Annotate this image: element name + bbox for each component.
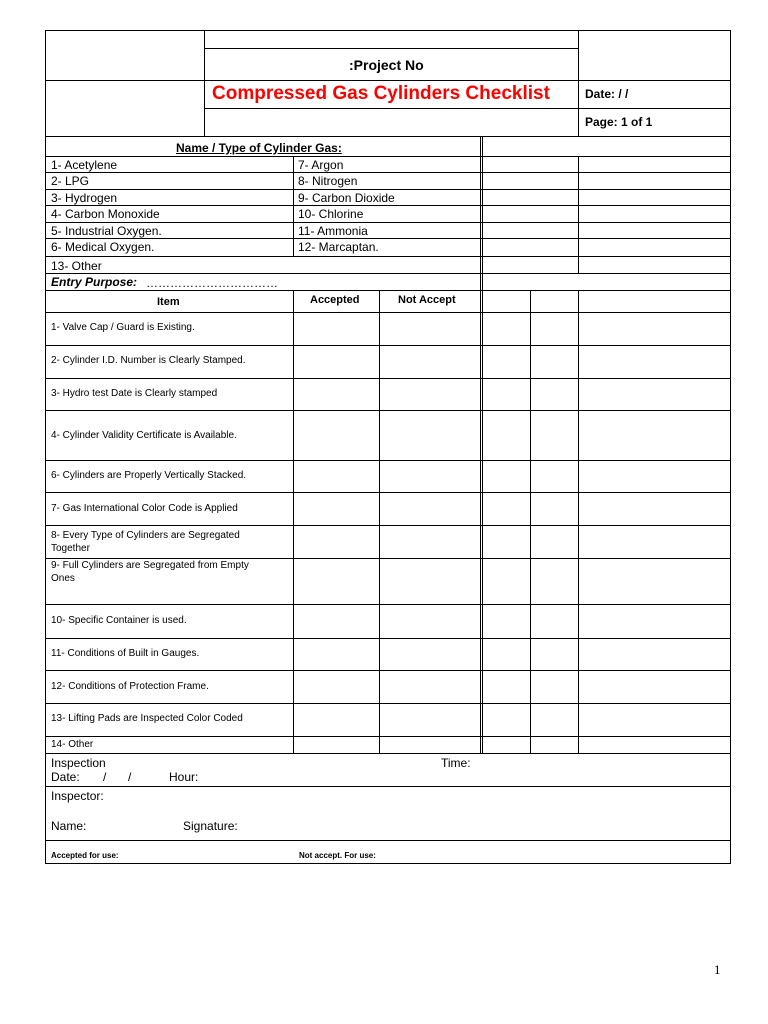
- inspection-date-slash: /: [128, 770, 132, 784]
- gas-option-lpg: 2- LPG: [51, 174, 90, 188]
- page-indicator: Page: 1 of 1: [585, 115, 653, 129]
- checklist-item: 1- Valve Cap / Guard is Existing.: [51, 322, 195, 333]
- gas-option-marcaptan: 12- Marcaptan.: [298, 240, 379, 254]
- inspector-signature-label: Signature:: [183, 819, 238, 833]
- gas-option-argon: 7- Argon: [298, 158, 344, 172]
- page-title: Compressed Gas Cylinders Checklist: [212, 83, 550, 104]
- inspection-time-label: Time:: [441, 756, 471, 770]
- gas-option-medical-oxygen: 6- Medical Oxygen.: [51, 240, 155, 254]
- not-accept-for-use-label: Not accept. For use:: [299, 851, 376, 860]
- gas-option-acetylene: 1- Acetylene: [51, 158, 118, 172]
- inspection-hour-label: Hour:: [169, 770, 199, 784]
- gas-option-carbon-dioxide: 9- Carbon Dioxide: [298, 191, 395, 205]
- checklist-item: 7- Gas International Color Code is Applied: [51, 503, 238, 514]
- checklist-item: 3- Hydro test Date is Clearly stamped: [51, 388, 218, 399]
- gas-option-industrial-oxygen: 5- Industrial Oxygen.: [51, 224, 162, 238]
- project-number-label: :Project No: [349, 57, 424, 73]
- checklist-item: 11- Conditions of Built in Gauges.: [51, 648, 200, 659]
- gas-option-carbon-monoxide: 4- Carbon Monoxide: [51, 207, 160, 221]
- gas-option-hydrogen: 3- Hydrogen: [51, 191, 118, 205]
- checklist-item: 6- Cylinders are Properly Vertically Stacked.: [51, 470, 247, 481]
- page-number: 1: [714, 962, 721, 977]
- gas-option-nitrogen: 8- Nitrogen: [298, 174, 358, 188]
- checklist-item-continued: Ones: [51, 573, 75, 584]
- checklist-item: 12- Conditions of Protection Frame.: [51, 681, 209, 692]
- inspector-name-label: Name:: [51, 819, 87, 833]
- accepted-column-header: Accepted: [310, 294, 360, 306]
- item-column-header: Item: [157, 296, 180, 308]
- entry-purpose-dots: ……………………………: [146, 276, 278, 290]
- checklist-item: 14- Other: [51, 739, 94, 750]
- checklist-item: 8- Every Type of Cylinders are Segregated: [51, 530, 240, 541]
- gas-option-chlorine: 10- Chlorine: [298, 207, 364, 221]
- not-accept-column-header: Not Accept: [398, 294, 456, 306]
- entry-purpose-label: Entry Purpose:: [51, 275, 138, 289]
- checklist-item: 13- Lifting Pads are Inspected Color Coded: [51, 713, 243, 724]
- accepted-for-use-label: Accepted for use:: [51, 851, 119, 860]
- gas-option-other: 13- Other: [51, 259, 102, 273]
- gas-type-heading: Name / Type of Cylinder Gas:: [176, 141, 342, 155]
- checklist-item-continued: Together: [51, 543, 90, 554]
- inspector-label: Inspector:: [51, 789, 104, 803]
- checklist-item: 2- Cylinder I.D. Number is Clearly Stamped.: [51, 355, 246, 366]
- checklist-item: 9- Full Cylinders are Segregated from Empty: [51, 560, 249, 571]
- date-field: Date: / /: [585, 87, 629, 101]
- checklist-item: 4- Cylinder Validity Certificate is Available.: [51, 430, 237, 441]
- inspection-date-label: Date:: [51, 770, 80, 784]
- checklist-item: 10- Specific Container is used.: [51, 615, 187, 626]
- inspection-date-slash: /: [103, 770, 107, 784]
- gas-option-ammonia: 11- Ammonia: [298, 224, 368, 238]
- inspection-label: Inspection: [51, 756, 106, 770]
